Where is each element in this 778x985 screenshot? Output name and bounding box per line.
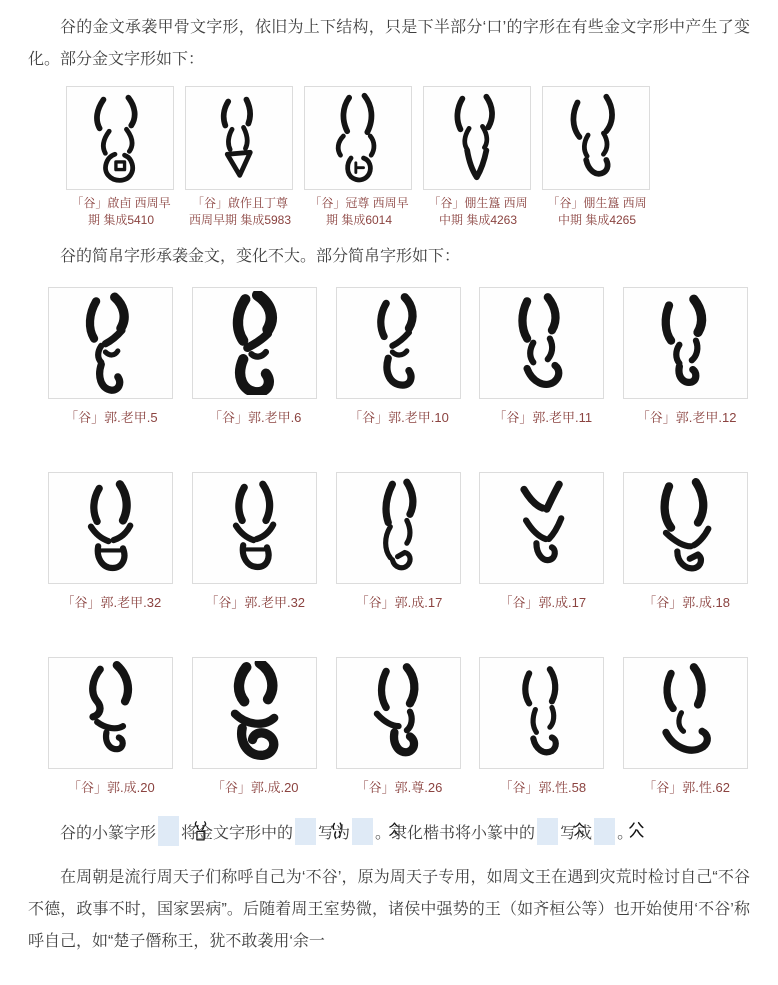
bronze-glyph-row xyxy=(66,86,750,229)
seal-text-segment: 。隶化楷书将小篆中的 xyxy=(375,825,536,842)
silk-glyph-grid xyxy=(28,287,750,796)
silk-glyph-caption: 「谷」郭.老甲.32 xyxy=(205,595,306,610)
silk-glyph-caption: 「谷」郭.老甲.12 xyxy=(636,410,737,425)
bronze-glyph-cell xyxy=(304,86,414,229)
silk-glyph-image xyxy=(48,287,173,399)
silk-glyph-image xyxy=(479,657,604,769)
paragraph-bronze-intro: 谷的金文承袭甲骨文字形，依旧为上下结构，只是下半部分‘口’的字形在有些金文字形中产生了变化。部分金文字形如下： xyxy=(28,19,750,68)
silk-glyph-caption: 「谷」郭.成.20 xyxy=(211,780,299,795)
silk-glyph-cell xyxy=(192,657,319,796)
silk-glyph-image xyxy=(623,657,748,769)
bronze-glyph-cell xyxy=(185,86,295,229)
silk-glyph-cell xyxy=(623,287,750,426)
silk-glyph-row xyxy=(48,287,750,426)
kaishu-top-component-icon xyxy=(594,818,615,845)
silk-glyph-image xyxy=(479,287,604,399)
silk-glyph-image xyxy=(192,657,317,769)
bronze-glyph-cell xyxy=(423,86,533,229)
paragraph-zhou-history: 在周朝是流行周天子们称呼自己为‘不谷’，原为周天子专用，如周文王在遇到灾荒时检讨自己“不谷不德，政事不时，国家罢病”。后随着周王室势微，诸侯中强势的王（如齐桓公等）也开始使用‘不谷’称呼自己，如“楚子僭称王，犹不敢袭用‘余一 xyxy=(28,869,750,950)
silk-glyph-cell xyxy=(336,472,463,611)
silk-glyph-cell xyxy=(192,472,319,611)
silk-glyph-image xyxy=(479,472,604,584)
silk-glyph-caption: 「谷」郭.性.58 xyxy=(499,780,587,795)
bronze-glyph-image xyxy=(185,86,293,190)
silk-glyph-cell xyxy=(479,657,606,796)
silk-glyph-cell xyxy=(623,472,750,611)
bronze-glyph-caption: 「谷」倗生簋 西周中期 集成4263 xyxy=(428,196,528,227)
silk-glyph-image xyxy=(623,287,748,399)
silk-glyph-caption: 「谷」郭.成.18 xyxy=(643,595,730,610)
silk-glyph-image xyxy=(192,472,317,584)
silk-glyph-cell xyxy=(479,287,606,426)
silk-glyph-image xyxy=(336,472,461,584)
silk-glyph-image xyxy=(336,657,461,769)
silk-glyph-cell xyxy=(48,657,175,796)
bronze-glyph-cell xyxy=(66,86,176,229)
silk-glyph-cell xyxy=(192,287,319,426)
seal-text-segment: 谷的小篆字形 xyxy=(60,825,157,842)
bronze-glyph-image xyxy=(66,86,174,190)
silk-glyph-cell xyxy=(48,472,175,611)
paragraph-seal-script xyxy=(28,816,750,850)
bronze-glyph-caption: 「谷」啟卣 西周早期 集成5410 xyxy=(71,196,171,227)
silk-glyph-caption: 「谷」郭.老甲.32 xyxy=(61,595,162,610)
bronze-glyph-image xyxy=(423,86,531,190)
bronze-glyph-caption: 「谷」啟作且丁尊 西周早期 集成5983 xyxy=(188,196,292,227)
silk-glyph-caption: 「谷」郭.性.62 xyxy=(643,780,730,795)
silk-glyph-cell xyxy=(336,657,463,796)
bronze-glyph-caption: 「谷」倗生簋 西周中期 集成4265 xyxy=(547,196,647,227)
silk-glyph-caption: 「谷」郭.成.17 xyxy=(499,595,587,610)
silk-glyph-cell xyxy=(623,657,750,796)
silk-glyph-caption: 「谷」郭.成.20 xyxy=(68,780,155,795)
seal-text-segment: 写为 xyxy=(318,825,351,842)
silk-glyph-image xyxy=(192,287,317,399)
silk-glyph-caption: 「谷」郭.尊.26 xyxy=(355,780,443,795)
silk-glyph-cell xyxy=(336,287,463,426)
seal-text-segment: 将金文字形中的 xyxy=(181,825,294,842)
bronze-glyph-caption: 「谷」冠尊 西周早期 集成6014 xyxy=(309,196,409,227)
silk-glyph-caption: 「谷」郭.老甲.6 xyxy=(208,410,302,425)
silk-glyph-row xyxy=(48,472,750,611)
silk-glyph-image xyxy=(336,287,461,399)
seal-top-component-icon xyxy=(352,818,373,845)
silk-glyph-cell xyxy=(479,472,606,611)
seal-text-segment: 写成 xyxy=(560,825,593,842)
seal-top-component-icon xyxy=(537,818,558,845)
silk-glyph-image xyxy=(48,472,173,584)
silk-glyph-caption: 「谷」郭.成.17 xyxy=(355,595,443,610)
bronze-glyph-cell xyxy=(542,86,652,229)
silk-glyph-cell xyxy=(48,287,175,426)
silk-glyph-image xyxy=(48,657,173,769)
bronze-top-component-icon xyxy=(295,818,316,845)
article xyxy=(0,12,778,958)
silk-glyph-image xyxy=(623,472,748,584)
bronze-glyph-image xyxy=(304,86,412,190)
seal-gu-glyph-icon xyxy=(158,816,179,846)
silk-glyph-caption: 「谷」郭.老甲.5 xyxy=(65,410,158,425)
silk-glyph-caption: 「谷」郭.老甲.10 xyxy=(349,410,449,425)
silk-glyph-row xyxy=(48,657,750,796)
bronze-glyph-image xyxy=(542,86,650,190)
paragraph-silk-intro: 谷的简帛字形承袭金文，变化不大。部分简帛字形如下： xyxy=(60,248,461,265)
silk-glyph-caption: 「谷」郭.老甲.11 xyxy=(493,410,593,425)
seal-text-segment: 。 xyxy=(617,825,634,842)
